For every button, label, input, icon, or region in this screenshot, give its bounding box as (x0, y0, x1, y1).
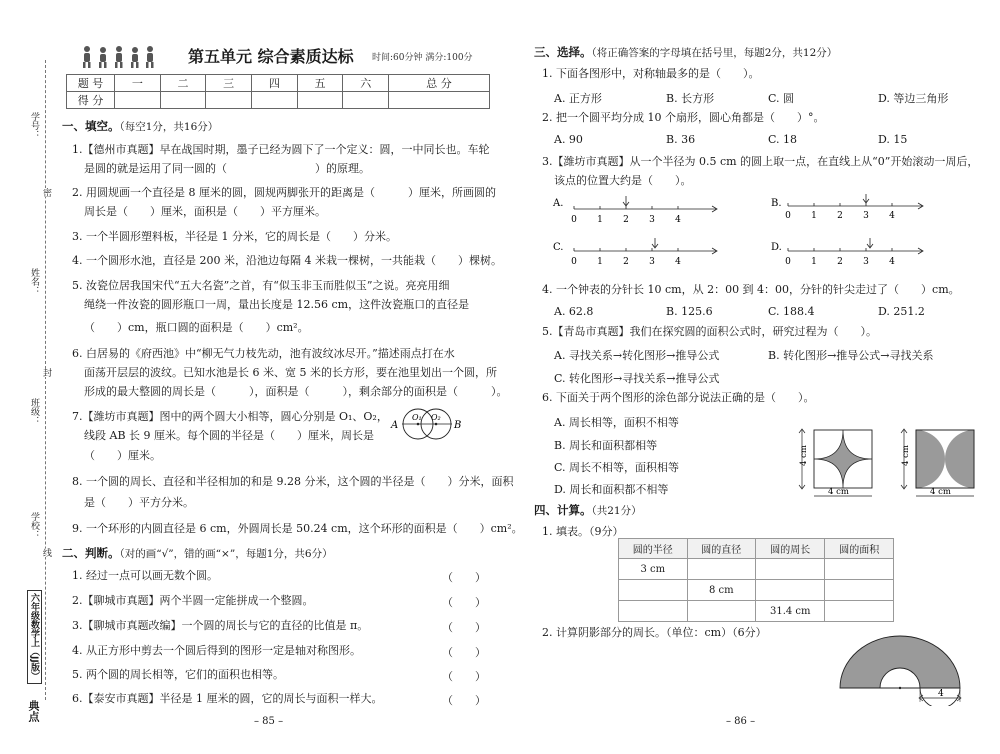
choice-option[interactable]: A. 90 (554, 133, 583, 146)
seal-char-feng: 封 (41, 368, 51, 377)
point-a-label: A (391, 420, 399, 431)
arrow-marker-icon (863, 194, 869, 203)
score-cell: 一 (115, 75, 161, 92)
tick-label: 0 (571, 215, 577, 225)
fill-q6-line2: 面荡开层层的波纹。已知水池是长 6 米、宽 5 米的长方形，要在池里划出一个圆，所 (84, 366, 497, 379)
tick-label: 4 (675, 257, 681, 267)
fill-table-header (619, 539, 894, 559)
arrow-marker-icon (867, 238, 873, 248)
tick-label: 3 (649, 215, 655, 225)
answer-bracket[interactable]: （ ） (442, 670, 486, 683)
tick-label: 0 (571, 257, 577, 267)
center-o1-label: O₁ (412, 413, 422, 422)
calc-q2: 2. 计算阴影部分的周长。（单位：cm）（6分） (542, 626, 767, 639)
fill-q7-line2: 线段 AB 长 9 厘米。每个圆的半径是（ ）厘米，周长是 (84, 429, 375, 442)
section-4-title: 四、计算。（共21分） (534, 503, 642, 517)
fill-q7-line3: （ ）厘米。 (84, 449, 161, 462)
arrow-marker-icon (623, 196, 629, 206)
score-table (66, 74, 490, 109)
fill-q5-line3: （ ）cm，瓶口圆的面积是（ ）cm²。 (84, 321, 309, 334)
fill-q2-line2: 周长是（ ）厘米，面积是（ ）平方厘米。 (84, 205, 326, 218)
score-input[interactable] (389, 92, 490, 109)
number-line-b[interactable] (768, 194, 928, 226)
fill-q6-line3: 形成的最大整圆的周长是（ ），面积是（ ），剩余部分的面积是（ ）。 (84, 385, 508, 398)
choice-option[interactable]: D. 251.2 (878, 305, 925, 318)
table-row (619, 580, 894, 601)
judge-q5: 5. 两个圆的周长相等，它们的面积也相等。 (72, 668, 284, 681)
answer-bracket[interactable]: （ ） (442, 694, 486, 707)
tick-label: 4 (889, 257, 895, 267)
option-d-label: D. (771, 242, 782, 253)
page-number: – 86 – (726, 716, 756, 727)
choice-q4: 4. 一个钟表的分针长 10 cm，从 2：00 到 4：00，分针的针尖走过了（ ）cm。 (542, 283, 960, 296)
table-cell[interactable] (619, 601, 688, 622)
table-cell[interactable] (825, 559, 894, 580)
fill-q8-line1: 8. 一个圆的周长、直径和半径相加的和是 9.28 分米，这个圆的半径是（ ）分米，面积 (72, 475, 514, 488)
binding-sidebar (0, 0, 60, 754)
table-cell[interactable] (756, 559, 825, 580)
table-header-cell: 圆的面积 (825, 539, 894, 559)
number-line-c[interactable] (550, 236, 720, 268)
score-cell: 总 分 (389, 75, 490, 92)
choice-option[interactable]: C. 周长不相等，面积相等 (554, 461, 680, 474)
score-cell: 五 (297, 75, 343, 92)
tick-label: 0 (785, 211, 791, 221)
school-label: 学校： (29, 512, 39, 539)
score-table-header (67, 75, 490, 92)
table-cell[interactable] (687, 601, 756, 622)
center-o2-label: O₂ (431, 413, 441, 422)
table-row (619, 559, 894, 580)
choice-q3-line2: 该点的位置大约是（ ）。 (554, 174, 692, 187)
choice-option[interactable]: C. 18 (768, 133, 798, 146)
number-line-a[interactable] (550, 194, 720, 226)
choice-q6: 6. 下面关于两个图形的涂色部分说法正确的是（ ）。 (542, 391, 815, 404)
table-row (619, 601, 894, 622)
table-header-cell: 圆的直径 (687, 539, 756, 559)
tick-label: 3 (863, 211, 869, 221)
arrow-marker-icon (652, 238, 658, 248)
answer-bracket[interactable]: （ ） (442, 571, 486, 584)
fill-q9: 9. 一个环形的内圆直径是 6 cm，外圆周长是 50.24 cm，这个环形的面积是（ ）cm²。 (72, 522, 523, 535)
table-cell[interactable] (756, 580, 825, 601)
score-cell: 三 (206, 75, 252, 92)
number-line-d[interactable] (768, 236, 928, 268)
fill-q1-line1: 1.【德州市真题】早在战国时期，墨子已经为圆下了一个定义：圆，一中同长也。车轮 (72, 143, 490, 156)
table-cell[interactable] (825, 601, 894, 622)
choice-q3-line1: 3.【潍坊市真题】从一个半径为 0.5 cm 的圆上取一点，在直线上从“0”开始滚动一周后， (542, 155, 979, 168)
choice-option[interactable]: C. 188.4 (768, 305, 815, 318)
fill-q3: 3. 一个半圆形塑料板，半径是 1 分米，它的周长是（ ）分米。 (72, 230, 397, 243)
tick-label: 3 (863, 257, 869, 267)
choice-option[interactable]: B. 125.6 (666, 305, 713, 318)
side-dimension-label: 4 cm (799, 445, 809, 466)
table-cell[interactable]: 8 cm (687, 580, 756, 601)
fill-in-table (618, 538, 894, 622)
tick-label: 4 (675, 215, 681, 225)
student-number-label: 学号： (29, 112, 39, 139)
fill-q8-line2: 是（ ）平方分米。 (84, 496, 194, 509)
choice-option[interactable]: A. 正方形 (554, 92, 602, 105)
tick-label: 4 (889, 211, 895, 221)
book-name: 六年级数学上（JJ版） (27, 590, 42, 684)
fill-q7-line1: 7.【潍坊市真题】图中的两个圆大小相等，圆心分别是 O₁、O₂， (72, 410, 388, 423)
exam-meta: 时间:60分钟 满分:100分 (372, 53, 473, 63)
shaded-square-figure-1 (794, 426, 876, 502)
choice-option[interactable]: C. 转化图形→寻找关系→推导公式 (554, 372, 720, 385)
table-header-cell: 圆的周长 (756, 539, 825, 559)
name-label: 姓名： (29, 268, 39, 295)
choice-q5: 5.【青岛市真题】我们在探究圆的面积公式时，研究过程为（ ）。 (542, 325, 877, 338)
choice-option[interactable]: B. 周长和面积都相等 (554, 439, 658, 452)
tick-label: 1 (597, 215, 603, 225)
judge-q1: 1. 经过一点可以画无数个圆。 (72, 569, 218, 582)
tick-label: 1 (811, 257, 817, 267)
seal-char-xian: 线 (41, 548, 51, 557)
choice-option[interactable]: B. 36 (666, 133, 696, 146)
seal-char-mi: 密 (41, 188, 51, 197)
tick-label: 2 (837, 257, 843, 267)
score-cell: 得 分 (67, 92, 115, 109)
choice-option[interactable]: D. 15 (878, 133, 908, 146)
choice-option[interactable]: C. 圆 (768, 92, 795, 105)
fill-q6-line1: 6. 白居易的《府西池》中“柳无气力枝先动，池有波纹冰尽开。”描述雨点打在水 (72, 347, 455, 360)
two-circles-figure (388, 404, 466, 444)
section-1-title: 一、填空。（每空1分，共16分） (62, 119, 219, 133)
table-cell[interactable]: 31.4 cm (756, 601, 825, 622)
tick-label: 0 (785, 257, 791, 267)
table-cell[interactable] (619, 580, 688, 601)
score-table-row (67, 92, 490, 109)
judge-q4: 4. 从正方形中剪去一个圆后得到的图形一定是轴对称图形。 (72, 644, 361, 657)
score-cell: 二 (160, 75, 206, 92)
answer-bracket[interactable]: （ ） (442, 621, 486, 634)
section-2-title: 二、判断。（对的画“√”，错的画“×”，每题1分，共6分） (62, 546, 333, 560)
score-cell: 四 (252, 75, 298, 92)
answer-bracket[interactable]: （ ） (442, 646, 486, 659)
dimension-label: 4 (938, 689, 944, 699)
choice-option[interactable]: A. 62.8 (554, 305, 594, 318)
choice-option[interactable]: D. 周长和面积都不相等 (554, 483, 669, 496)
shaded-semicircle-figure (830, 628, 1000, 706)
fill-q5-line2: 绳绕一件汝瓷的圆形瓶口一周，量出长度是 12.56 cm，这件汝瓷瓶口的直径是 (84, 298, 470, 311)
brand-logo: 典点 (27, 700, 40, 722)
score-cell: 六 (343, 75, 389, 92)
tick-label: 2 (837, 211, 843, 221)
choice-option[interactable]: A. 寻找关系→转化图形→推导公式 (554, 349, 720, 362)
table-header-cell: 圆的半径 (619, 539, 688, 559)
point-b-label: B (454, 420, 462, 431)
tick-label: 2 (623, 257, 629, 267)
score-input[interactable] (206, 92, 252, 109)
bottom-dimension-label: 4 cm (930, 487, 951, 497)
tick-label: 2 (623, 215, 629, 225)
choice-option[interactable]: D. 等边三角形 (878, 92, 949, 105)
table-cell[interactable] (825, 580, 894, 601)
choice-q2: 2. 把一个圆平均分成 10 个扇形，圆心角都是（ ）°。 (542, 111, 825, 124)
table-cell[interactable] (687, 559, 756, 580)
choice-q1: 1. 下面各图形中，对称轴最多的是（ ）。 (542, 67, 760, 80)
side-dimension-label: 4 cm (901, 445, 911, 466)
tick-label: 1 (811, 211, 817, 221)
calc-q1: 1. 填表。（9分） (542, 525, 624, 538)
choice-option[interactable]: B. 长方形 (666, 92, 715, 105)
right-page (500, 0, 1000, 754)
fill-q4: 4. 一个圆形水池，直径是 200 米，沿池边每隔 4 米栽一棵树，一共能栽（ ）棵树。 (72, 254, 502, 267)
score-input[interactable] (160, 92, 206, 109)
fill-q2-line1: 2. 用圆规画一个直径是 8 厘米的圆，圆规两脚张开的距离是（ ）厘米，所画圆的 (72, 186, 496, 199)
judge-q2: 2.【聊城市真题】两个半圆一定能拼成一个整圆。 (72, 594, 314, 607)
judge-q3: 3.【聊城市真题改编】一个圆的周长与它的直径的比值是 π。 (72, 619, 369, 632)
class-label: 班级： (29, 398, 39, 425)
tick-label: 1 (597, 257, 603, 267)
cut-line (45, 60, 46, 700)
score-input[interactable] (252, 92, 298, 109)
score-input[interactable] (115, 92, 161, 109)
children-icon (78, 44, 158, 70)
choice-option[interactable]: A. 周长相等，面积不相等 (554, 416, 679, 429)
bottom-dimension-label: 4 cm (828, 487, 849, 497)
tick-label: 3 (649, 257, 655, 267)
answer-bracket[interactable]: （ ） (442, 596, 486, 609)
score-cell: 题 号 (67, 75, 115, 92)
score-input[interactable] (297, 92, 343, 109)
section-3-title: 三、选择。（将正确答案的字母填在括号里，每题2分，共12分） (534, 45, 838, 59)
score-input[interactable] (343, 92, 389, 109)
shaded-square-figure-2 (896, 426, 978, 502)
page-title: 第五单元 综合素质达标 (188, 47, 354, 66)
option-c-label: C. (553, 242, 564, 253)
fill-q1-line2: 是圆的就是运用了同一圆的（ ）的原理。 (84, 162, 370, 175)
fill-q5-line1: 5. 汝瓷位居我国宋代“五大名瓷”之首，有“似玉非玉而胜似玉”之说。亮亮用细 (72, 279, 450, 292)
judge-q6: 6.【泰安市真题】半径是 1 厘米的圆，它的周长与面积一样大。 (72, 692, 383, 705)
option-b-label: B. (771, 198, 782, 209)
choice-option[interactable]: B. 转化图形→推导公式→寻找关系 (768, 349, 934, 362)
table-cell[interactable]: 3 cm (619, 559, 688, 580)
option-a-label: A. (553, 198, 564, 209)
page-number: – 85 – (254, 716, 284, 727)
